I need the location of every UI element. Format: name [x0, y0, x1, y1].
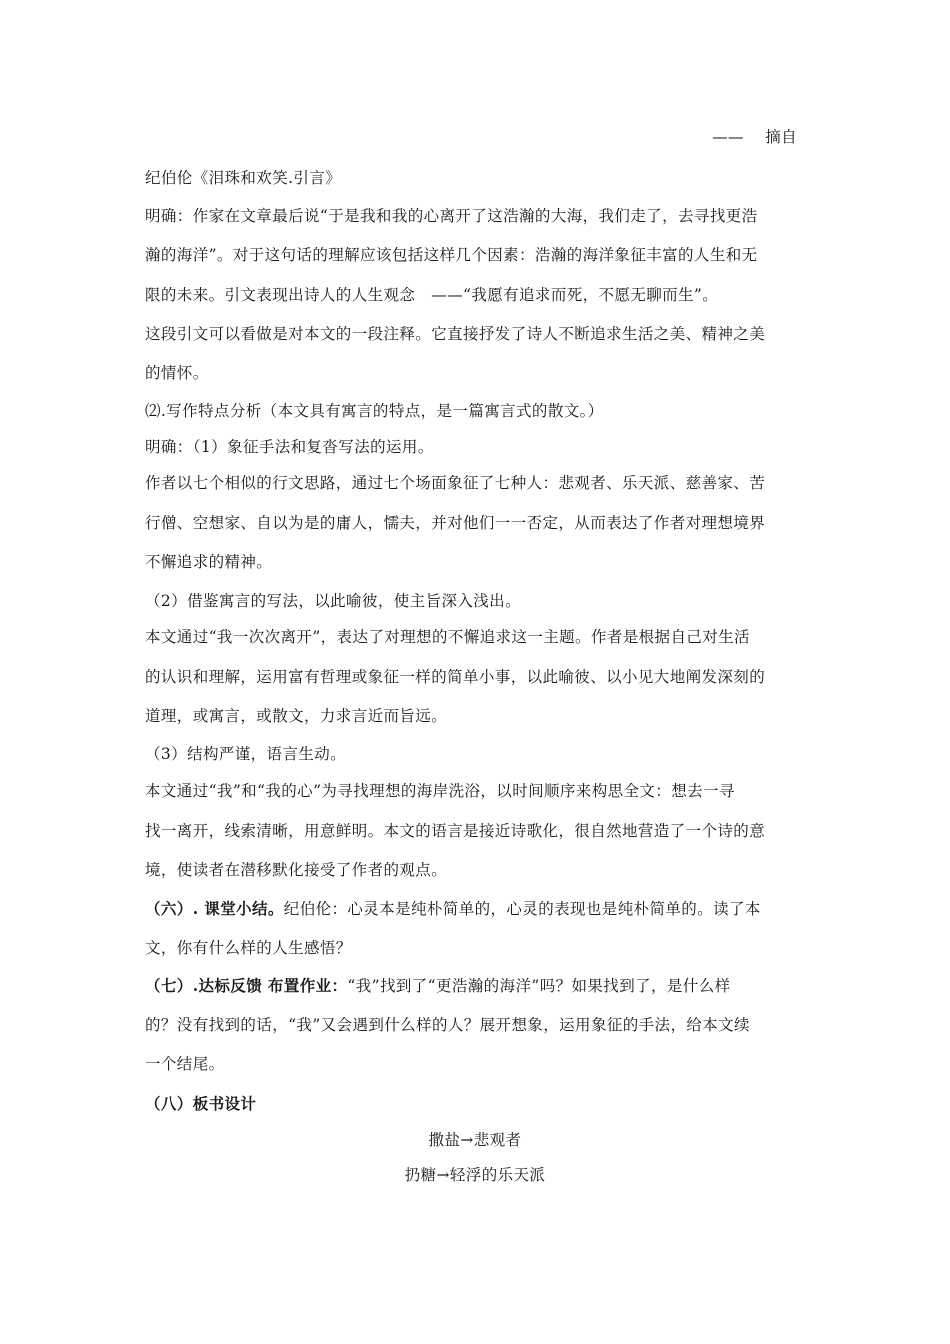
attribution-work: 纪伯伦《泪珠和欢笑.引言》 — [145, 169, 342, 187]
paragraph-line: 不懈追求的精神。 — [145, 553, 273, 571]
section-7-line — [145, 976, 800, 996]
paragraph-line: 境，使读者在潜移默化接受了作者的观点。 — [145, 861, 448, 879]
paragraph-line: 道理，或寓言，或散文，力求言近而旨远。 — [145, 707, 448, 725]
paragraph-line: 本文通过“我”和“我的心”为寻找理想的海岸洗浴，以时间顺序来构思全文：想去一寻 — [145, 782, 735, 800]
attribution-source-label: 摘自 — [765, 128, 797, 146]
paragraph-line: 作者以七个相似的行文思路，通过七个场面象征了七种人：悲观者、乐天派、慈善家、苦 — [145, 474, 766, 492]
board-line: 扔糖→轻浮的乐天派 — [404, 1166, 546, 1184]
paragraph-line: （3）结构严谨，语言生动。 — [145, 745, 347, 763]
paragraph-line: 一个结尾。 — [145, 1055, 225, 1073]
section-6-heading: （六）. 课堂小结。 — [145, 899, 284, 918]
paragraph-line: 的情怀。 — [145, 364, 209, 382]
paragraph-line: 明确：作家在文章最后说“于是我和我的心离开了这浩瀚的大海，我们走了，去寻找更浩 — [145, 207, 758, 225]
paragraph-line: 瀚的海洋”。对于这句话的理解应该包括这样几个因素：浩瀚的海洋象征丰富的人生和无 — [145, 246, 758, 264]
paragraph-line: 这段引文可以看做是对本文的一段注释。它直接抒发了诗人不断追求生活之美、精神之美 — [145, 325, 766, 343]
paragraph-line: 本文通过“我一次次离开”，表达了对理想的不懈追求这一主题。作者是根据自己对生活 — [145, 628, 750, 646]
attribution-line — [145, 127, 797, 147]
paragraph-line: 文，你有什么样的人生感悟？ — [145, 939, 352, 957]
paragraph-line: 找一离开，线索清晰，用意鲜明。本文的语言是接近诗歌化，很自然地营造了一个诗的意 — [145, 822, 766, 840]
paragraph-line: （2）借鉴寓言的写法，以此喻彼，使主旨深入浅出。 — [145, 592, 521, 610]
section-7-text: “我”找到了“更浩瀚的海洋”吗？如果找到了，是什么样 — [347, 977, 731, 995]
paragraph-line: 的？没有找到的话，“我”又会遇到什么样的人？展开想象，运用象征的手法，给本文续 — [145, 1016, 750, 1034]
paragraph-line: ⑵.写作特点分析（本文具有寓言的特点，是一篇寓言式的散文。） — [145, 402, 604, 420]
section-7-heading: （七）.达标反馈 布置作业： — [145, 976, 348, 995]
paragraph-line: 行僧、空想家、自以为是的庸人，懦夫，并对他们一一否定，从而表达了作者对理想境界 — [145, 514, 766, 532]
attribution-dash: —— — [712, 128, 744, 146]
paragraph-line: 限的未来。引文表现出诗人的人生观念 ——“我愿有追求而死，不愿无聊而生”。 — [145, 286, 719, 304]
section-6-text: 纪伯伦：心灵本是纯朴简单的，心灵的表现也是纯朴简单的。读了本 — [283, 900, 761, 918]
paragraph-line: 的认识和理解，运用富有哲理或象征一样的简单小事，以此喻彼、以小见大地阐发深刻的 — [145, 668, 766, 686]
section-8-heading: （八）板书设计 — [145, 1094, 257, 1113]
board-line: 撒盐→悲观者 — [428, 1131, 522, 1149]
paragraph-line: 明确：（1）象征手法和复沓写法的运用。 — [145, 438, 434, 456]
section-6-line — [145, 899, 800, 919]
